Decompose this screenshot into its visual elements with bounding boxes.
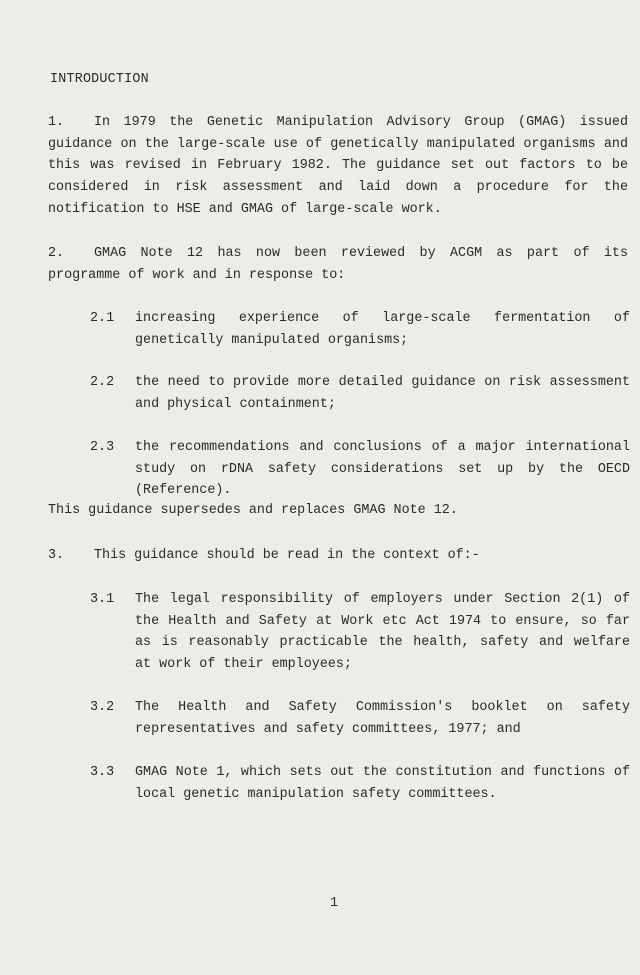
paragraph-2 bbox=[48, 243, 628, 286]
list-item bbox=[90, 697, 630, 740]
paragraph-1 bbox=[48, 112, 628, 221]
page-number: 1 bbox=[330, 896, 339, 911]
item-number: 3.1 bbox=[90, 592, 115, 607]
item-text: The Health and Safety Commission's booklet on safety representatives and safety committees, 1977; and bbox=[135, 700, 630, 737]
item-text: The legal responsibility of employers under Section 2(1) of the Health and Safety at Work etc Act 1974 to ensure, so far as is reasonably practicable the health, safety and welfare at work of their employees; bbox=[135, 592, 630, 673]
paragraph-text: This guidance should be read in the context of:- bbox=[94, 548, 480, 563]
item-number: 2.2 bbox=[90, 375, 115, 390]
item-text: GMAG Note 1, which sets out the constitution and functions of local genetic manipulation safety committees. bbox=[135, 765, 630, 802]
item-text: the recommendations and conclusions of a major international study on rDNA safety considerations set up by the OECD (Reference). bbox=[135, 440, 630, 499]
paragraph-text: In 1979 the Genetic Manipulation Advisory Group (GMAG) issued guidance on the large-scale use of genetically manipulated organisms and this was revised in February 1982. The guidance set out factors to be considered in risk assessment and laid down a procedure for the notification to HSE and GMAG of large-scale work. bbox=[48, 115, 628, 217]
list-item bbox=[90, 589, 630, 676]
item-number: 2.3 bbox=[90, 440, 115, 455]
item-text: the need to provide more detailed guidance on risk assessment and physical containment; bbox=[135, 375, 630, 412]
list-item bbox=[90, 437, 630, 502]
item-text: increasing experience of large-scale fermentation of genetically manipulated organisms; bbox=[135, 311, 630, 348]
paragraph-3 bbox=[48, 545, 628, 567]
paragraph-number: 1. bbox=[48, 115, 65, 130]
item-number: 3.2 bbox=[90, 700, 115, 715]
supersede-note: This guidance supersedes and replaces GMAG Note 12. bbox=[48, 503, 458, 518]
paragraph-text: GMAG Note 12 has now been reviewed by ACGM as part of its programme of work and in response to: bbox=[48, 246, 628, 283]
list-item bbox=[90, 762, 630, 805]
paragraph-number: 3. bbox=[48, 548, 65, 563]
item-number: 2.1 bbox=[90, 311, 115, 326]
list-item bbox=[90, 308, 630, 351]
item-number: 3.3 bbox=[90, 765, 115, 780]
paragraph-number: 2. bbox=[48, 246, 65, 261]
section-heading: INTRODUCTION bbox=[50, 72, 149, 87]
list-item bbox=[90, 372, 630, 415]
